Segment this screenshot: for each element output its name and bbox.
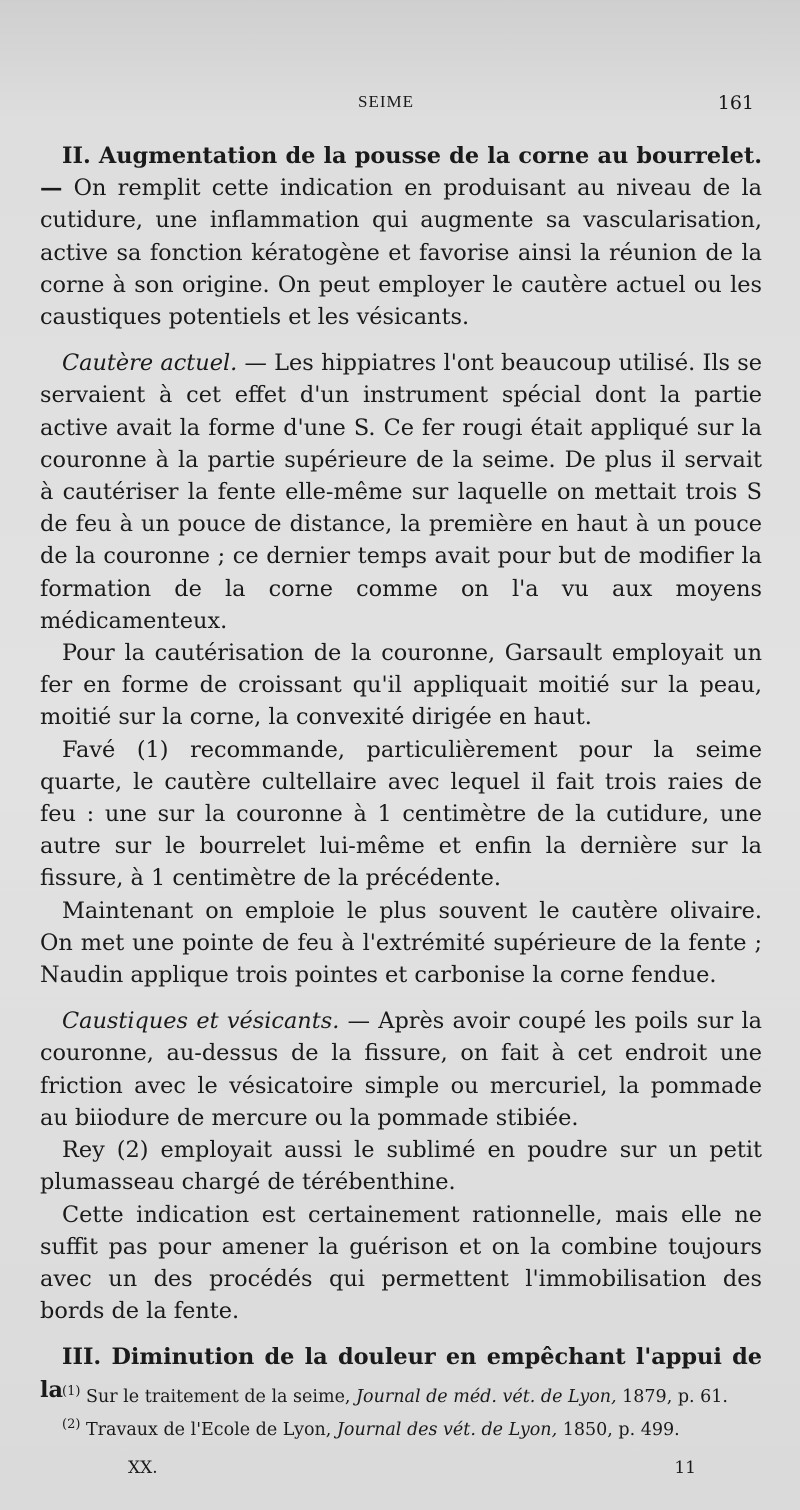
section-3-heading: III. Diminution de la douleur en empêchant l'appui de la (40, 1344, 762, 1403)
printer-signature (128, 1458, 696, 1484)
caustiques-paragraph (40, 1005, 762, 1134)
footnote-1-text-b: 1879, p. 61. (616, 1386, 728, 1407)
footnote-2 (40, 1411, 760, 1444)
footnote-2-text-b: 1850, p. 499. (557, 1419, 680, 1440)
fave-paragraph: Favé (1) recommande, particulièrement pour la seime quarte, le cautère cultellaire avec lequel il fait trois raies de feu : une sur la couronne à 1 centimètre de la cutidure, une autre sur le bourrelet lui-même et enfin la dernière sur la fissure, à 1 centimètre de la précédente. (40, 736, 762, 892)
cautere-actuel-paragraph (40, 347, 762, 637)
caustiques-title: Caustiques et vésicants. (62, 1008, 340, 1035)
footnote-1 (40, 1378, 760, 1411)
footnote-2-mark: (2) (62, 1416, 81, 1432)
caustiques-text: — Après avoir coupé les poils sur la couronne, au-dessus de la fissure, on fait à cet endroit une friction avec le vésicatoire simple ou mercuriel, la pommade au biiodure de mercure ou la pommade stibiée. (40, 1008, 762, 1131)
footnote-1-text-a: Sur le traitement de la seime, (80, 1386, 357, 1407)
cautere-actuel-title: Cautère actuel. (62, 350, 238, 377)
cette-paragraph: Cette indication est certainement rationnelle, mais elle ne suffit pas pour amener la guérison et on la combine toujours avec un des procédés qui permettent l'immobilisation des bords de la fente. (40, 1201, 762, 1325)
section-2-text: On remplit cette indication en produisant au niveau de la cutidure, une inflammation qui augmente sa vascularisation, active sa fonction kératogène et favorise ainsi la réunion de la corne à son origine. On peut employer le cautère actuel ou les caustiques potentiels et les vésicants. (40, 175, 762, 331)
rey-paragraph: Rey (2) employait aussi le sublimé en poudre sur un petit plumasseau chargé de térébenthine. (40, 1137, 762, 1196)
section-2-paragraph (40, 140, 762, 333)
maintenant-paragraph: Maintenant on emploie le plus souvent le cautère olivaire. On met une pointe de feu à l'extrémité supérieure de la fente ; Naudin applique trois pointes et carbonise la corne fendue. (40, 897, 762, 989)
footnote-1-journal: Journal de méd. vét. de Lyon, (356, 1386, 617, 1407)
cautere-actuel-text: — Les hippiatres l'ont beaucoup utilisé. Ils se servaient à cet effet d'un instrument spécial dont la partie active avait la forme d'une S. Ce fer rougi était appliqué sur la couronne à la partie supérieure de la seime. De plus il servait à cautériser la fente elle-même sur laquelle on mettait trois S de feu à un pouce de distance, la première en haut à un pouce de la couronne ; ce dernier temps avait pour but de modifier la formation de la corne comme on l'a vu aux moyens médicamenteux. (40, 350, 763, 634)
body-text (40, 140, 762, 1406)
footnote-2-journal: Journal des vét. de Lyon, (336, 1419, 558, 1440)
footnote-2-text-a: Travaux de l'Ecole de Lyon, (80, 1419, 337, 1440)
footnotes (40, 1378, 760, 1444)
signature-number: 11 (674, 1458, 696, 1478)
page-header (0, 92, 800, 122)
garsault-paragraph: Pour la cautérisation de la couronne, Garsault employait un fer en forme de croissant qu'il appliquait moitié sur la peau, moitié sur la corne, la convexité dirigée en haut. (40, 640, 762, 731)
signature-mark: XX. (128, 1458, 158, 1478)
page-number: 161 (717, 92, 754, 114)
running-title: SEIME (358, 92, 414, 111)
footnote-1-mark: (1) (62, 1384, 81, 1399)
section-2-heading: II. Augmentation de la pousse de la corne au bourrelet.— (40, 143, 762, 202)
